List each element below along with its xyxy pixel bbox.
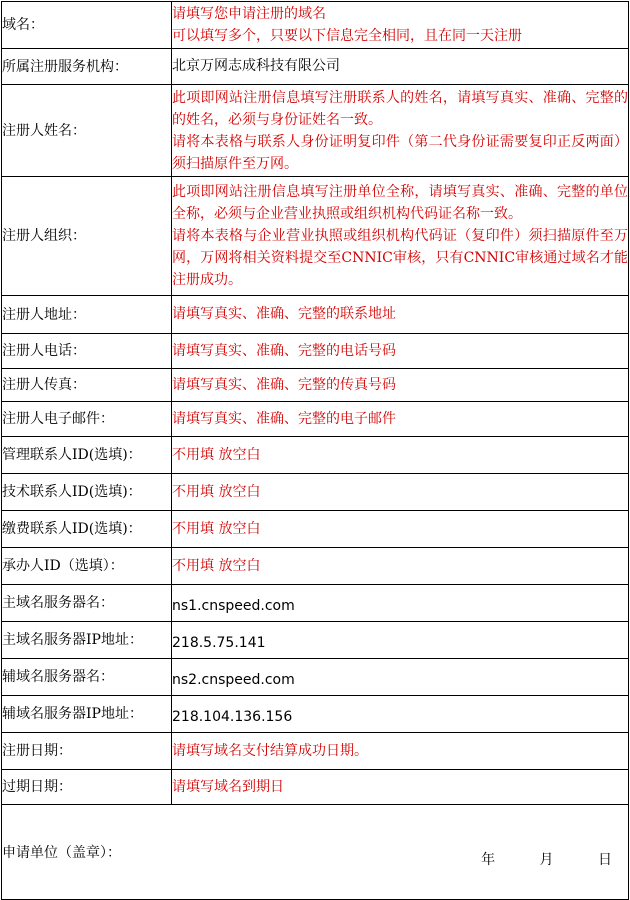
instruction-paragraph: 此项即网站注册信息填写注册联系人的姓名，请填写真实、准确、完整的的姓名，必须与身份证姓名一致。 bbox=[172, 89, 628, 128]
row-label: 注册人组织： bbox=[2, 177, 172, 296]
secondary-ns-ip-field[interactable]: 218.104.136.156 bbox=[172, 696, 629, 733]
row-label: 注册人传真： bbox=[2, 369, 172, 402]
day-label: 日 bbox=[598, 852, 612, 868]
row-label: 承办人ID（选填）： bbox=[2, 548, 172, 585]
form-row-admin-contact bbox=[2, 437, 629, 474]
form-row-phone bbox=[2, 334, 629, 369]
form-row-primary-ns-ip bbox=[2, 622, 629, 659]
registrant-org-field[interactable] bbox=[172, 177, 629, 296]
applicant-seal-label: 申请单位（盖章）： bbox=[2, 845, 121, 861]
row-label: 主域名服务器IP地址： bbox=[2, 622, 172, 659]
email-field[interactable]: 请填写真实、准确、完整的电子邮件 bbox=[172, 402, 629, 437]
form-row-registration-date bbox=[2, 733, 629, 770]
secondary-ns-field[interactable]: ns2.cnspeed.com bbox=[172, 659, 629, 696]
primary-ns-field[interactable]: ns1.cnspeed.com bbox=[172, 585, 629, 622]
address-field[interactable]: 请填写真实、准确、完整的联系地址 bbox=[172, 296, 629, 334]
sign-date bbox=[441, 849, 612, 869]
instruction-paragraph: 请将本表格与企业营业执照或组织机构代码证（复印件）须扫描原件至万网，万网将相关资料提交至CNNIC审核，只有CNNIC审核通过域名才能注册成功。 bbox=[172, 228, 628, 288]
row-label: 注册人电子邮件： bbox=[2, 402, 172, 437]
form-row-email bbox=[2, 402, 629, 437]
form-row-tech-contact bbox=[2, 474, 629, 511]
row-label: 注册人电话： bbox=[2, 334, 172, 369]
instruction-line: 请填写您申请注册的域名 bbox=[172, 6, 326, 22]
primary-ns-ip-field[interactable]: 218.5.75.141 bbox=[172, 622, 629, 659]
row-label: 注册人姓名： bbox=[2, 85, 172, 177]
expiry-date-field[interactable]: 请填写域名到期日 bbox=[172, 770, 629, 805]
form-row-billing-contact bbox=[2, 511, 629, 548]
form-row-registrant-org bbox=[2, 177, 629, 296]
form-row-registrant-name bbox=[2, 85, 629, 177]
row-label: 管理联系人ID(选填)： bbox=[2, 437, 172, 474]
tech-contact-field[interactable]: 不用填 放空白 bbox=[172, 474, 629, 511]
fax-field[interactable]: 请填写真实、准确、完整的传真号码 bbox=[172, 369, 629, 402]
domain-registration-form bbox=[1, 1, 629, 900]
admin-contact-field[interactable]: 不用填 放空白 bbox=[172, 437, 629, 474]
row-label: 所属注册服务机构： bbox=[2, 49, 172, 85]
row-label: 域名： bbox=[2, 2, 172, 49]
registrar-field[interactable]: 北京万网志成科技有限公司 bbox=[172, 49, 629, 85]
row-label: 技术联系人ID(选填)： bbox=[2, 474, 172, 511]
row-label: 辅域名服务器IP地址： bbox=[2, 696, 172, 733]
month-label: 月 bbox=[539, 852, 554, 868]
year-label: 年 bbox=[481, 852, 496, 868]
instruction-paragraph: 请将本表格与联系人身份证明复印件（第二代身份证需要复印正反两面）须扫描原件至万网。 bbox=[172, 133, 628, 172]
instruction-paragraph: 此项即网站注册信息填写注册单位全称，请填写真实、准确、完整的单位全称，必须与企业营业执照或组织机构代码证名称一致。 bbox=[172, 184, 628, 222]
form-row-domain bbox=[2, 2, 629, 49]
form-row-secondary-ns-ip bbox=[2, 696, 629, 733]
row-label: 过期日期： bbox=[2, 770, 172, 805]
row-label: 缴费联系人ID(选填)： bbox=[2, 511, 172, 548]
domain-field[interactable] bbox=[172, 2, 629, 49]
row-label: 注册日期： bbox=[2, 733, 172, 770]
registrant-name-field[interactable] bbox=[172, 85, 629, 177]
form-row-signature bbox=[2, 805, 629, 900]
form-row-address bbox=[2, 296, 629, 334]
instruction-line: 可以填写多个，只要以下信息完全相同，且在同一天注册 bbox=[172, 28, 522, 44]
form-row-primary-ns bbox=[2, 585, 629, 622]
billing-contact-field[interactable]: 不用填 放空白 bbox=[172, 511, 629, 548]
agent-field[interactable]: 不用填 放空白 bbox=[172, 548, 629, 585]
phone-field[interactable]: 请填写真实、准确、完整的电话号码 bbox=[172, 334, 629, 369]
row-label: 主域名服务器名： bbox=[2, 585, 172, 622]
form-row-agent bbox=[2, 548, 629, 585]
row-label: 注册人地址： bbox=[2, 296, 172, 334]
form-row-fax bbox=[2, 369, 629, 402]
form-row-registrar bbox=[2, 49, 629, 85]
row-label: 辅域名服务器名： bbox=[2, 659, 172, 696]
form-row-secondary-ns bbox=[2, 659, 629, 696]
form-row-expiry-date bbox=[2, 770, 629, 805]
registration-date-field[interactable]: 请填写域名支付结算成功日期。 bbox=[172, 733, 629, 770]
signature-area[interactable] bbox=[2, 805, 629, 900]
